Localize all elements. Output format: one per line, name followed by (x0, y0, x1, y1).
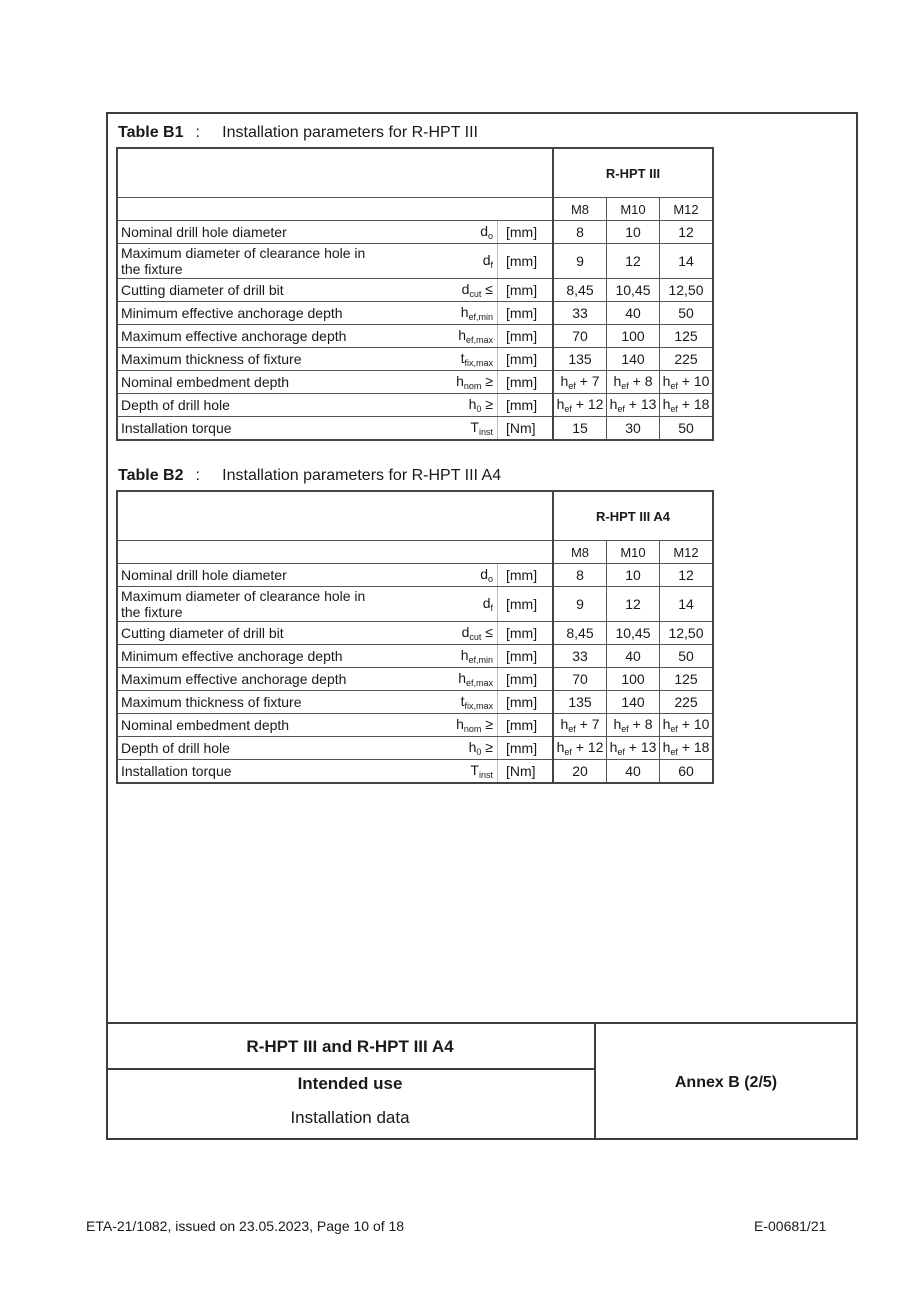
table-row (117, 221, 713, 244)
footer-document-reference: ETA-21/1082, issued on 23.05.2023, Page 10 of 18 (86, 1218, 405, 1234)
table-row (117, 691, 713, 714)
symbol-text (458, 327, 493, 343)
parameter-unit: [mm] (498, 221, 554, 244)
hef-subscript: ef (568, 381, 576, 391)
parameter-unit: [mm] (498, 279, 554, 302)
table-b2 (116, 490, 714, 784)
value-cell: 10,45 (607, 622, 660, 645)
parameter-unit: [mm] (498, 622, 554, 645)
value-cell: 125 (660, 325, 714, 348)
symbol-base: h (458, 670, 466, 686)
table-row (117, 348, 713, 371)
value-cell: 100 (607, 325, 660, 348)
size-blank-cell (117, 541, 553, 564)
table-b1-number: Table B1 (118, 124, 184, 141)
value-cell: 8 (553, 221, 607, 244)
parameter-label: Installation torque (117, 417, 385, 441)
symbol-relation: ≤ (481, 281, 493, 297)
hef-subscript: ef (670, 404, 678, 414)
value-cell: 15 (553, 417, 607, 441)
symbol-text (480, 566, 493, 582)
symbol-text (483, 252, 493, 268)
hef-symbol (560, 373, 575, 389)
symbol-base: h (468, 739, 477, 755)
parameter-unit: [mm] (498, 587, 554, 622)
value-cell: 12 (660, 221, 714, 244)
hef-base: h (560, 373, 569, 389)
hef-symbol (557, 396, 572, 412)
value-cell: 10,45 (607, 279, 660, 302)
symbol-base: T (470, 419, 479, 435)
symbol-text (461, 350, 493, 366)
value-cell: 12 (607, 587, 660, 622)
hef-symbol (610, 739, 625, 755)
table-row (117, 737, 713, 760)
table-row (117, 371, 713, 394)
size-row (117, 198, 713, 221)
table-row (117, 302, 713, 325)
hef-symbol (663, 396, 678, 412)
parameter-symbol (385, 645, 498, 668)
parameter-label: Minimum effective anchorage depth (117, 302, 385, 325)
symbol-base: h (458, 327, 466, 343)
parameter-symbol (385, 417, 498, 441)
symbol-relation: ≥ (481, 396, 493, 412)
hef-base: h (560, 716, 569, 732)
hef-symbol (613, 373, 628, 389)
annex-intended-use: Intended use (297, 1074, 403, 1093)
symbol-subscript: fix,max (464, 701, 493, 711)
size-blank-cell (117, 198, 553, 221)
parameter-unit: [Nm] (498, 417, 554, 441)
symbol-subscript: inst (478, 427, 493, 437)
parameter-label: Maximum diameter of clearance hole in the fixture (117, 587, 385, 622)
value-cell (607, 714, 660, 737)
parameter-label: Maximum effective anchorage depth (117, 668, 385, 691)
value-cell: 225 (660, 691, 714, 714)
symbol-text (470, 762, 493, 778)
table-b1-caption: Table B1 : Installation parameters for R-HPT III (118, 124, 478, 141)
value-cell: 12 (660, 564, 714, 587)
parameter-symbol (385, 691, 498, 714)
symbol-text (461, 304, 493, 320)
hef-base: h (613, 716, 622, 732)
parameter-symbol (385, 564, 498, 587)
size-header: M12 (660, 198, 714, 221)
parameter-symbol (385, 760, 498, 784)
symbol-base: d (480, 566, 488, 582)
annex-left-panel (106, 1024, 596, 1140)
parameter-label: Maximum thickness of fixture (117, 691, 385, 714)
parameter-unit: [mm] (498, 737, 554, 760)
value-cell: 100 (607, 668, 660, 691)
value-cell (553, 737, 607, 760)
value-text: + 10 (681, 716, 710, 732)
table-row (117, 417, 713, 441)
symbol-base: d (461, 624, 470, 640)
symbol-subscript: fix,max (464, 358, 493, 368)
value-cell: 225 (660, 348, 714, 371)
table-b1-title: Installation parameters for R-HPT III (222, 124, 478, 141)
symbol-text (458, 670, 493, 686)
hef-subscript: ef (621, 381, 629, 391)
symbol-subscript: f (490, 603, 493, 613)
hef-base: h (613, 373, 622, 389)
symbol-base: T (470, 762, 479, 778)
symbol-subscript: 0 (476, 404, 482, 414)
hef-subscript: ef (568, 724, 576, 734)
product-header: R-HPT III (553, 148, 713, 198)
table-row (117, 645, 713, 668)
value-cell: 70 (553, 325, 607, 348)
parameter-label: Depth of drill hole (117, 394, 385, 417)
value-text: + 10 (681, 373, 710, 389)
parameter-unit: [mm] (498, 348, 554, 371)
value-cell (660, 394, 714, 417)
value-text: + 18 (681, 396, 710, 412)
value-cell (607, 394, 660, 417)
symbol-base: h (468, 396, 477, 412)
value-cell (553, 394, 607, 417)
value-cell: 30 (607, 417, 660, 441)
size-header: M10 (607, 198, 660, 221)
symbol-base: h (456, 716, 464, 732)
value-cell: 12 (607, 244, 660, 279)
hef-subscript: ef (617, 404, 625, 414)
hef-symbol (663, 373, 678, 389)
table-b1 (116, 147, 714, 441)
table-b2-number: Table B2 (118, 467, 184, 484)
value-cell: 20 (553, 760, 607, 784)
symbol-text (469, 396, 493, 412)
parameter-symbol (385, 348, 498, 371)
parameter-label: Minimum effective anchorage depth (117, 645, 385, 668)
symbol-base: t (460, 693, 465, 709)
value-cell: 9 (553, 587, 607, 622)
footer-document-number: E-00681/21 (754, 1218, 827, 1234)
parameter-symbol (385, 737, 498, 760)
value-cell: 10 (607, 221, 660, 244)
symbol-text (456, 373, 493, 389)
size-header: M10 (607, 541, 660, 564)
symbol-relation: ≥ (481, 739, 493, 755)
hef-base: h (609, 739, 618, 755)
symbol-subscript: ef,min (468, 655, 493, 665)
value-text: + 7 (579, 716, 600, 732)
symbol-base: d (461, 281, 470, 297)
hef-symbol (663, 739, 678, 755)
hef-symbol (560, 716, 575, 732)
hef-subscript: ef (564, 747, 572, 757)
product-header: R-HPT III A4 (553, 491, 713, 541)
value-cell (553, 714, 607, 737)
symbol-text (462, 624, 493, 640)
value-text: + 13 (628, 739, 657, 755)
table-row (117, 564, 713, 587)
symbol-base: d (482, 252, 491, 268)
parameter-label: Cutting diameter of drill bit (117, 279, 385, 302)
value-cell: 33 (553, 302, 607, 325)
value-cell: 50 (660, 302, 714, 325)
parameter-symbol (385, 587, 498, 622)
parameter-label: Installation torque (117, 760, 385, 784)
parameter-symbol (385, 371, 498, 394)
value-cell: 14 (660, 244, 714, 279)
symbol-text (480, 223, 493, 239)
value-cell: 12,50 (660, 279, 714, 302)
table-b2-title: Installation parameters for R-HPT III A4 (222, 467, 502, 484)
table-row (117, 668, 713, 691)
hef-symbol (610, 396, 625, 412)
hef-subscript: ef (564, 404, 572, 414)
symbol-subscript: ef,min (468, 312, 493, 322)
parameter-symbol (385, 394, 498, 417)
parameter-label: Maximum effective anchorage depth (117, 325, 385, 348)
value-cell: 125 (660, 668, 714, 691)
value-cell: 140 (607, 348, 660, 371)
hef-symbol (613, 716, 628, 732)
value-text: + 12 (575, 739, 604, 755)
parameter-unit: [mm] (498, 645, 554, 668)
value-text: + 18 (681, 739, 710, 755)
symbol-subscript: ef,max (465, 335, 493, 345)
hef-subscript: ef (617, 747, 625, 757)
table-b2-caption: Table B2 : Installation parameters for R-HPT III A4 (118, 467, 502, 484)
symbol-text (483, 595, 493, 611)
hef-subscript: ef (621, 724, 629, 734)
symbol-subscript: o (487, 231, 493, 241)
symbol-subscript: nom (463, 381, 482, 391)
parameter-label: Nominal embedment depth (117, 371, 385, 394)
value-cell: 70 (553, 668, 607, 691)
parameter-label: Nominal embedment depth (117, 714, 385, 737)
value-cell: 10 (607, 564, 660, 587)
table-row (117, 760, 713, 784)
parameter-label: Maximum thickness of fixture (117, 348, 385, 371)
parameter-unit: [mm] (498, 691, 554, 714)
size-header: M8 (553, 198, 607, 221)
value-cell: 9 (553, 244, 607, 279)
value-cell (660, 737, 714, 760)
parameter-symbol (385, 302, 498, 325)
parameter-symbol (385, 622, 498, 645)
parameter-symbol (385, 668, 498, 691)
parameter-unit: [mm] (498, 244, 554, 279)
parameter-unit: [Nm] (498, 760, 554, 784)
value-cell (660, 714, 714, 737)
parameter-label: Cutting diameter of drill bit (117, 622, 385, 645)
table-row (117, 394, 713, 417)
symbol-subscript: inst (478, 770, 493, 780)
hef-base: h (662, 373, 671, 389)
parameter-symbol (385, 714, 498, 737)
value-cell: 50 (660, 645, 714, 668)
table-row (117, 587, 713, 622)
parameter-symbol (385, 221, 498, 244)
value-text: + 8 (632, 716, 653, 732)
symbol-base: d (482, 595, 491, 611)
symbol-base: d (480, 223, 488, 239)
symbol-subscript: ef,max (465, 678, 493, 688)
header-row (117, 148, 713, 198)
value-cell: 60 (660, 760, 714, 784)
hef-base: h (662, 396, 671, 412)
parameter-label: Nominal drill hole diameter (117, 221, 385, 244)
hef-base: h (662, 739, 671, 755)
value-cell: 40 (607, 302, 660, 325)
value-text: + 12 (575, 396, 604, 412)
hef-base: h (556, 396, 565, 412)
size-header: M8 (553, 541, 607, 564)
parameter-unit: [mm] (498, 302, 554, 325)
hef-symbol (557, 739, 572, 755)
annex-code: Annex B (2/5) (674, 1074, 778, 1091)
parameter-unit: [mm] (498, 714, 554, 737)
symbol-subscript: 0 (476, 747, 482, 757)
hef-subscript: ef (670, 724, 678, 734)
symbol-subscript: nom (463, 724, 482, 734)
parameter-unit: [mm] (498, 668, 554, 691)
value-cell (553, 371, 607, 394)
value-cell (607, 737, 660, 760)
parameter-label: Nominal drill hole diameter (117, 564, 385, 587)
symbol-text (456, 716, 493, 732)
value-text: + 7 (579, 373, 600, 389)
header-blank-cell (117, 148, 553, 198)
symbol-base: t (460, 350, 465, 366)
size-row (117, 541, 713, 564)
symbol-text (462, 281, 493, 297)
parameter-label: Depth of drill hole (117, 737, 385, 760)
symbol-base: h (456, 373, 464, 389)
table-row (117, 279, 713, 302)
symbol-text (469, 739, 493, 755)
value-cell: 33 (553, 645, 607, 668)
table-row (117, 325, 713, 348)
symbol-base: h (460, 304, 469, 320)
value-cell (607, 371, 660, 394)
parameter-unit: [mm] (498, 325, 554, 348)
value-cell: 8,45 (553, 279, 607, 302)
value-cell: 8 (553, 564, 607, 587)
value-cell: 140 (607, 691, 660, 714)
parameter-symbol (385, 325, 498, 348)
header-row (117, 491, 713, 541)
value-text: + 13 (628, 396, 657, 412)
parameter-symbol (385, 244, 498, 279)
symbol-relation: ≥ (481, 373, 493, 389)
annex-product-title: R-HPT III and R-HPT III A4 (106, 1024, 594, 1070)
symbol-subscript: cut (469, 289, 482, 299)
hef-symbol (663, 716, 678, 732)
symbol-text (461, 693, 493, 709)
hef-subscript: ef (670, 747, 678, 757)
table-row (117, 622, 713, 645)
parameter-label: Maximum diameter of clearance hole in the fixture (117, 244, 385, 279)
symbol-relation: ≥ (481, 716, 493, 732)
table-row (117, 714, 713, 737)
parameter-unit: [mm] (498, 394, 554, 417)
value-cell: 40 (607, 760, 660, 784)
annex-installation-data: Installation data (290, 1108, 410, 1127)
hef-base: h (556, 739, 565, 755)
symbol-subscript: cut (469, 632, 482, 642)
parameter-symbol (385, 279, 498, 302)
value-cell: 50 (660, 417, 714, 441)
parameter-unit: [mm] (498, 564, 554, 587)
annex-box (106, 1022, 858, 1140)
symbol-relation: ≤ (481, 624, 493, 640)
symbol-text (461, 647, 493, 663)
symbol-subscript: f (490, 260, 493, 270)
table-row (117, 244, 713, 279)
size-header: M12 (660, 541, 714, 564)
parameter-unit: [mm] (498, 371, 554, 394)
value-text: + 8 (632, 373, 653, 389)
hef-base: h (609, 396, 618, 412)
symbol-subscript: o (487, 574, 493, 584)
header-blank-cell (117, 491, 553, 541)
value-cell: 40 (607, 645, 660, 668)
hef-base: h (662, 716, 671, 732)
value-cell (660, 371, 714, 394)
value-cell: 14 (660, 587, 714, 622)
hef-subscript: ef (670, 381, 678, 391)
symbol-text (470, 419, 493, 435)
value-cell: 8,45 (553, 622, 607, 645)
value-cell: 135 (553, 348, 607, 371)
value-cell: 135 (553, 691, 607, 714)
value-cell: 12,50 (660, 622, 714, 645)
symbol-base: h (460, 647, 469, 663)
